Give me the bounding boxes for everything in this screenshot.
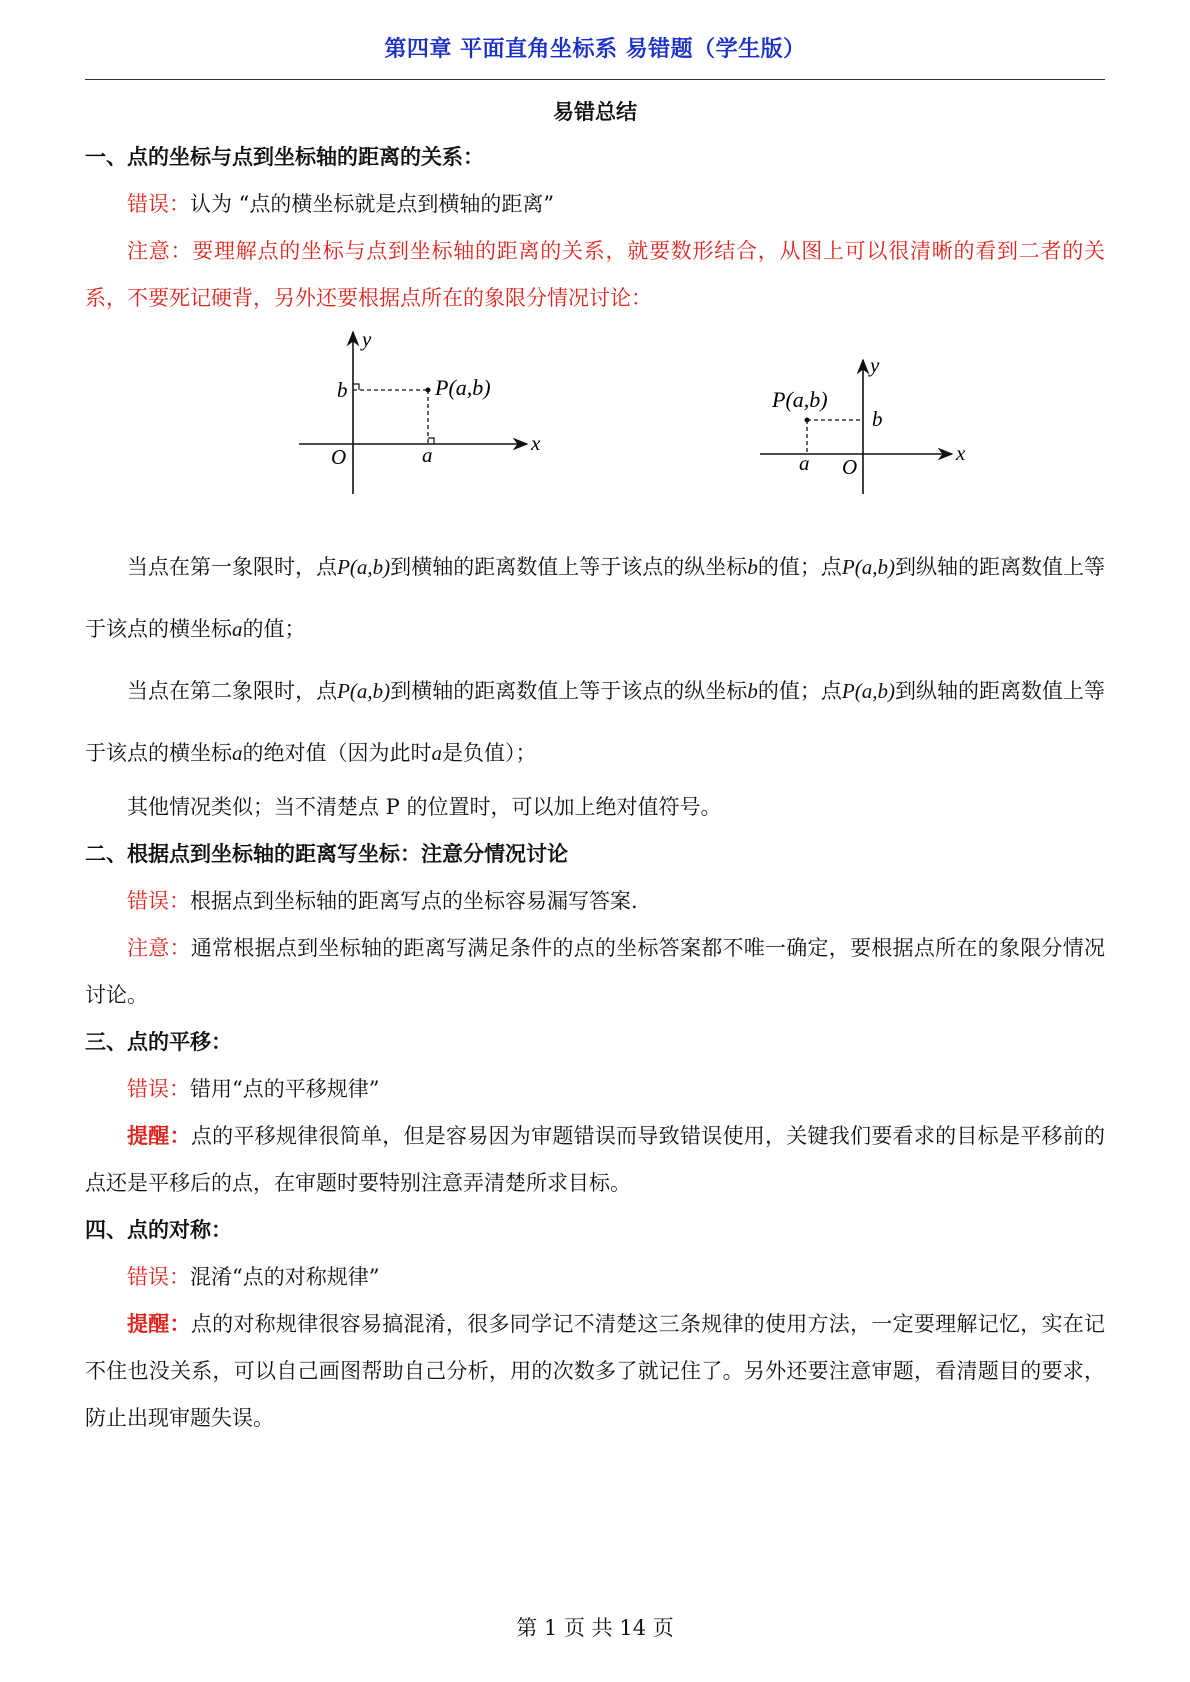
tip-label: 提醒： [127,1124,191,1148]
error-text: 错用“点的平移规律” [190,1077,380,1101]
note-label: 注意： [127,936,191,960]
note-label: 注意： [127,239,193,263]
right-angle-mark [353,384,359,390]
var-b: b [747,555,758,579]
first-quadrant-explanation [85,536,1105,660]
note-text: 要理解点的坐标与点到坐标轴的距离的关系，就要数形结合，从图上可以很清晰的看到二者的关系，不要死记硬背，另外还要根据点所在的象限分情况讨论： [85,239,1105,310]
error-label: 错误： [127,889,190,913]
y-axis-label: y [870,353,880,377]
section1-error [85,181,1105,228]
section3-tip [85,1113,1105,1207]
var-a: a [232,741,243,765]
text: 到横轴的距离数值上等于该点的纵坐标 [390,555,748,579]
section3-error [85,1066,1105,1113]
a-label: a [799,451,810,475]
section4-tip [85,1301,1105,1442]
error-text: 认为 “点的横坐标就是点到横轴的距离” [190,192,555,216]
point-label: P(a,b) [772,387,828,412]
point-p [426,388,431,393]
section4-heading: 四、点的对称： [85,1218,232,1242]
summary-title: 易错总结 [553,100,637,124]
text: 当点在第一象限时，点 [127,555,338,579]
section4-error [85,1254,1105,1301]
point-notation: P(a,b) [337,679,391,703]
text: 的绝对值（因为此时 [242,741,432,765]
error-label: 错误： [127,1077,190,1101]
origin-label: O [331,445,347,469]
text: 的值；点 [757,679,842,703]
text: 到横轴的距离数值上等于该点的纵坐标 [390,679,748,703]
header-divider [85,79,1105,80]
other-cases: 其他情况类似；当不清楚点 P 的位置时，可以加上绝对值符号。 [127,795,722,819]
b-label: b [872,407,883,431]
text: 的值； [242,617,306,641]
error-text: 混淆“点的对称规律” [190,1265,380,1289]
a-label: a [422,443,433,467]
tip-label: 提醒： [127,1312,191,1336]
var-a: a [232,617,243,641]
figure-second-quadrant [720,322,980,536]
text: 是负值）； [442,741,537,765]
var-a: a [431,741,442,765]
text: 到纵轴的距离数值上等于该点的横坐标 [85,555,1106,641]
error-label: 错误： [127,192,190,216]
section2-note [85,925,1105,1019]
var-b: b [747,679,758,703]
section2-error [85,878,1105,925]
point-label: P(a,b) [435,375,491,400]
point-notation: P(a,b) [337,555,391,579]
page-header-title: 第四章 平面直角坐标系 易错题（学生版） [384,37,806,62]
error-text: 根据点到坐标轴的距离写点的坐标容易漏写答案. [190,889,638,913]
text: 的值；点 [757,555,842,579]
section3-heading: 三、点的平移： [85,1030,232,1054]
second-quadrant-explanation [85,660,1105,784]
section1-heading: 一、点的坐标与点到坐标轴的距离的关系： [85,145,484,169]
page-number: 第 1 页 共 14 页 [516,1616,674,1640]
origin-label: O [842,455,858,479]
section2-heading: 二、根据点到坐标轴的距离写坐标：注意分情况讨论 [85,842,568,866]
note-text: 通常根据点到坐标轴的距离写满足条件的点的坐标答案都不唯一确定，要根据点所在的象限分情况讨论。 [85,936,1106,1007]
x-axis-label: x [531,431,541,455]
point-notation: P(a,b) [841,679,895,703]
error-label: 错误： [127,1265,190,1289]
section1-note [85,228,1105,322]
document-body [85,90,1105,1442]
point-notation: P(a,b) [841,555,895,579]
point-p [805,418,810,423]
y-axis-label: y [362,327,372,351]
coordinate-figures [85,322,1105,536]
tip-text: 点的对称规律很容易搞混淆，很多同学记不清楚这三条规律的使用方法，一定要理解记忆，实在记不住也没关系，可以自己画图帮助自己分析，用的次数多了就记住了。另外还要注意审题，看清题目的要求，防止出现审题失误。 [85,1312,1106,1430]
figure-first-quadrant [295,322,555,536]
text: 到纵轴的距离数值上等于该点的横坐标 [85,679,1106,765]
text: 当点在第二象限时，点 [127,679,338,703]
tip-text: 点的平移规律很简单，但是容易因为审题错误而导致错误使用，关键我们要看求的目标是平移前的点还是平移后的点，在审题时要特别注意弄清楚所求目标。 [85,1124,1106,1195]
x-axis-label: x [956,441,966,465]
b-label: b [337,378,348,402]
